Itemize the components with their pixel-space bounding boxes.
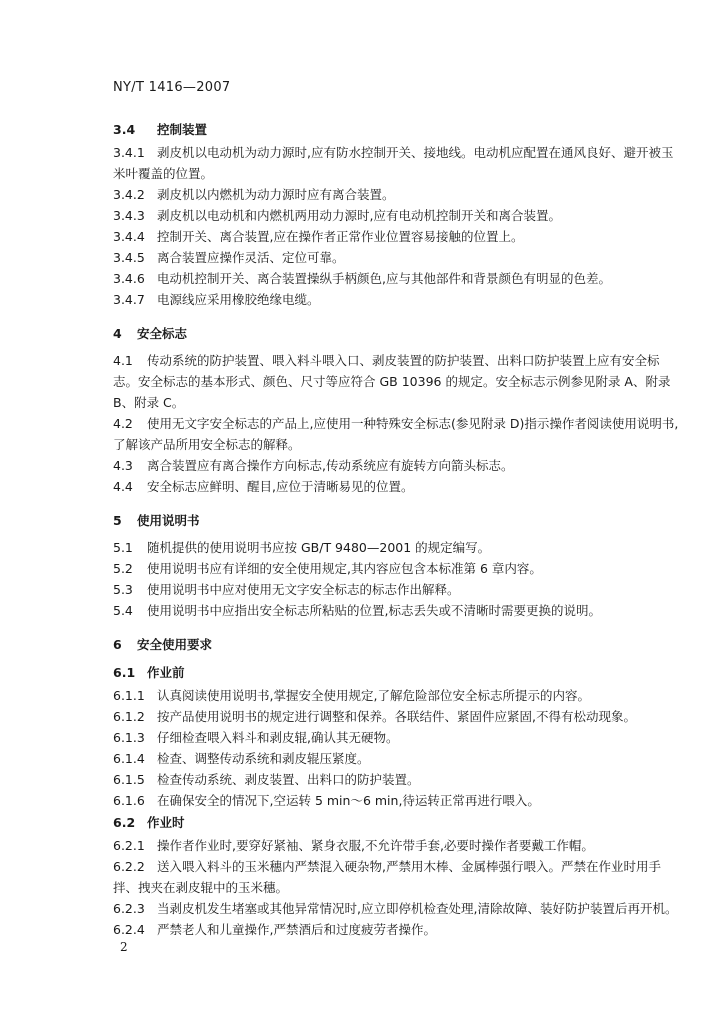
clause-6-1-3 [113,727,681,748]
section-title: 作业前 [147,665,185,680]
page-number: 2 [120,940,128,954]
section-heading-6 [113,633,681,657]
clause-number: 3.4.3 [113,208,145,223]
clause-text: 操作者作业时,要穿好紧袖、紧身衣服,不允许带手套,必要时操作者要戴工作帽。 [157,838,594,853]
clause-6-1-1 [113,685,681,706]
clause-number: 3.4.6 [113,271,145,286]
clause-6-1-4 [113,748,681,769]
clause-6-1-2 [113,706,681,727]
clause-6-1-6 [113,790,681,811]
clause-text: 按产品使用说明书的规定进行调整和保养。各联结件、紧固件应紧固,不得有松动现象。 [157,709,636,724]
clause-text: 当剥皮机发生堵塞或其他异常情况时,应立即停机检查处理,清除故障、装好防护装置后再开机。 [157,901,678,916]
clause-5-4 [113,600,681,621]
subsection-heading-6-2 [113,811,681,835]
clause-text: 使用说明书中应指出安全标志所粘贴的位置,标志丢失或不清晰时需要更换的说明。 [147,603,601,618]
clause-number: 4.2 [113,416,133,431]
section-title: 使用说明书 [137,513,200,528]
clause-number: 5.2 [113,561,133,576]
clause-number: 6.1.2 [113,709,145,724]
section-number: 3.4 [113,122,136,137]
clause-5-3 [113,579,681,600]
clause-text: 控制开关、离合装置,应在操作者正常作业位置容易接触的位置上。 [157,229,524,244]
clause-number: 3.4.4 [113,229,145,244]
clause-number: 6.2.2 [113,859,145,874]
clause-4-1 [113,350,681,413]
subsection-heading-6-1 [113,661,681,685]
clause-3-4-4 [113,226,681,247]
clause-text: 电动机控制开关、离合装置操纵手柄颜色,应与其他部件和背景颜色有明显的色差。 [157,271,611,286]
clause-text: 在确保安全的情况下,空运转 5 min～6 min,待运转正常再进行喂入。 [157,793,540,808]
clause-6-2-3 [113,898,681,919]
clause-number: 5.1 [113,540,133,555]
clause-text: 剥皮机以电动机为动力源时,应有防水控制开关、接地线。电动机应配置在通风良好、避开被玉米叶覆盖的位置。 [113,145,674,181]
clause-number: 6.1.1 [113,688,145,703]
clause-text: 剥皮机以内燃机为动力源时应有离合装置。 [157,187,395,202]
clause-number: 3.4.5 [113,250,145,265]
clause-5-2 [113,558,681,579]
clause-4-2 [113,413,681,455]
clause-3-4-2 [113,184,681,205]
clause-4-4 [113,476,681,497]
clause-6-2-2 [113,856,681,898]
clause-number: 6.1.5 [113,772,145,787]
section-title: 安全标志 [137,326,188,341]
section-title: 安全使用要求 [137,637,213,652]
section-heading-3-4 [113,118,681,142]
clause-text: 离合装置应有离合操作方向标志,传动系统应有旋转方向箭头标志。 [147,458,514,473]
section-title: 控制装置 [157,122,208,137]
document-body [113,118,681,940]
clause-text: 使用说明书中应对使用无文字安全标志的标志作出解释。 [147,582,460,597]
section-number: 6.1 [113,665,136,680]
clause-text: 严禁老人和儿童操作,严禁酒后和过度疲劳者操作。 [157,922,436,937]
clause-text: 传动系统的防护装置、喂入料斗喂入口、剥皮装置的防护装置、出料口防护装置上应有安全标志。安全标志的基本形式、颜色、尺寸等应符合 GB 10396 的规定。安全标志示例参见附录 A、附录 B、附录 C。 [113,353,671,410]
section-number: 5 [113,513,122,528]
clause-number: 6.1.4 [113,751,145,766]
clause-number: 6.1.6 [113,793,145,808]
clause-3-4-3 [113,205,681,226]
spacer [113,310,681,322]
clause-text: 认真阅读使用说明书,掌握安全使用规定,了解危险部位安全标志所提示的内容。 [157,688,590,703]
clause-number: 4.3 [113,458,133,473]
spacer [113,621,681,633]
clause-text: 安全标志应鲜明、醒目,应位于清晰易见的位置。 [147,479,414,494]
clause-3-4-1 [113,142,681,184]
clause-6-2-4 [113,919,681,940]
clause-text: 送入喂入料斗的玉米穗内严禁混入硬杂物,严禁用木棒、金属棒强行喂入。严禁在作业时用手拌、拽夹在剥皮辊中的玉米穗。 [113,859,661,895]
section-number: 6 [113,637,122,652]
clause-text: 使用无文字安全标志的产品上,应使用一种特殊安全标志(参见附录 D)指示操作者阅读使用说明书,了解该产品所用安全标志的解释。 [113,416,679,452]
clause-number: 3.4.2 [113,187,145,202]
section-number: 4 [113,326,122,341]
clause-number: 6.2.1 [113,838,145,853]
clause-text: 离合装置应操作灵活、定位可靠。 [157,250,345,265]
clause-5-1 [113,537,681,558]
clause-text: 检查、调整传动系统和剥皮辊压紧度。 [157,751,370,766]
section-heading-4 [113,322,681,346]
clause-text: 仔细检查喂入料斗和剥皮辊,确认其无硬物。 [157,730,399,745]
clause-text: 使用说明书应有详细的安全使用规定,其内容应包含本标准第 6 章内容。 [147,561,542,576]
clause-6-2-1 [113,835,681,856]
clause-number: 4.1 [113,353,133,368]
clause-3-4-5 [113,247,681,268]
clause-6-1-5 [113,769,681,790]
clause-number: 3.4.7 [113,292,145,307]
clause-number: 6.2.4 [113,922,145,937]
clause-text: 剥皮机以电动机和内燃机两用动力源时,应有电动机控制开关和离合装置。 [157,208,561,223]
clause-number: 6.2.3 [113,901,145,916]
clause-text: 随机提供的使用说明书应按 GB/T 9480—2001 的规定编写。 [147,540,491,555]
clause-number: 4.4 [113,479,133,494]
section-number: 6.2 [113,815,136,830]
section-title: 作业时 [147,815,185,830]
spacer [113,497,681,509]
document-code: NY/T 1416—2007 [113,80,231,95]
clause-text: 检查传动系统、剥皮装置、出料口的防护装置。 [157,772,420,787]
clause-text: 电源线应采用橡胶绝缘电缆。 [157,292,320,307]
clause-3-4-7 [113,289,681,310]
clause-number: 5.3 [113,582,133,597]
clause-4-3 [113,455,681,476]
clause-3-4-6 [113,268,681,289]
section-heading-5 [113,509,681,533]
clause-number: 6.1.3 [113,730,145,745]
clause-number: 3.4.1 [113,145,145,160]
clause-number: 5.4 [113,603,133,618]
